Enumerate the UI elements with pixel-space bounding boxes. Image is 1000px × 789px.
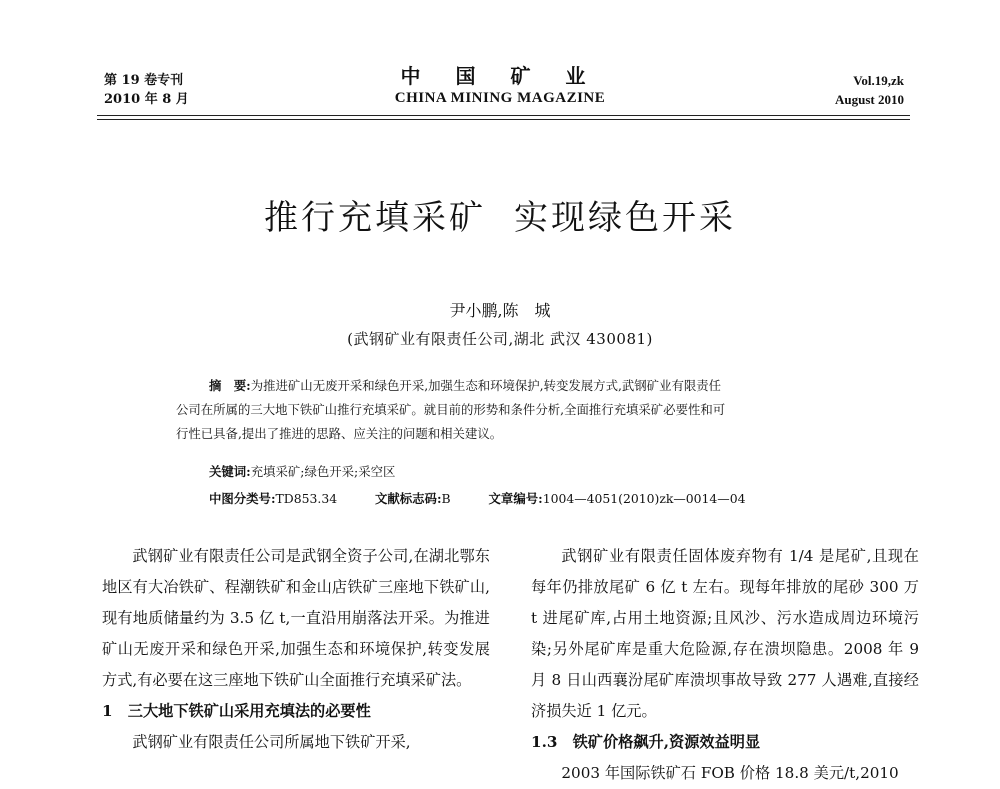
header-rule-thick (97, 115, 910, 116)
doc-code-label: 文献标志码: (375, 491, 442, 506)
body-paragraph: 武钢矿业有限责任公司是武钢全资子公司,在湖北鄂东地区有大冶铁矿、程潮铁矿和金山店铁矿三座地下铁矿山,现有地质储量约为 3.5 亿 t,一直沿用崩落法开采。为推进矿山无废开采和绿色开采,加强生态和环境保护,转变发展方式,有必要在这三座地下铁矿山全面推行充填采矿法。 (102, 547, 490, 689)
article-title (0, 196, 1000, 240)
abstract-line-3: 行性已具备,提出了推进的思路、应关注的问题和相关建议。 (176, 426, 503, 441)
header-volume-en: Vol.19,zk (853, 73, 904, 88)
abstract-line-2: 公司在所属的三大地下铁矿山推行充填采矿。就目前的形势和条件分析,全面推行充填采矿必要性和可 (176, 402, 726, 417)
abstract-label: 摘 要: (209, 378, 251, 393)
doc-code-value: B (441, 491, 451, 506)
body-column-left (102, 541, 490, 758)
article-title-part1: 推行充填采矿 (264, 198, 486, 238)
header-date-en: August 2010 (835, 92, 904, 107)
author-affiliation: (武钢矿业有限责任公司,湖北 武汉 430081) (347, 330, 653, 348)
body-paragraph: 武钢矿业有限责任固体废弃物有 1/4 是尾矿,且现在每年仍排放尾矿 6 亿 t 左右。现每年排放的尾砂 300 万 t 进尾矿库,占用土地资源;且风沙、污水造成周边环境污染;另外尾矿库是重大危险源,存在溃坝隐患。2008 年 9 月 8 日山西襄汾尾矿库溃坝事故导致 277 人遇难,直接经济损失近 1 亿元。 (531, 547, 919, 720)
header-date: 2010 年 8 月 (104, 92, 189, 107)
article-number-value: 1004—4051(2010)zk—0014—04 (542, 491, 746, 506)
abstract (176, 374, 836, 446)
abstract-line-1: 摘 要:为推进矿山无废开采和绿色开采,加强生态和环境保护,转变发展方式,武钢矿业有限责任 (209, 378, 722, 393)
keywords-label: 关键词: (209, 464, 251, 479)
author-list: 尹小鹏,陈 城 (449, 301, 551, 320)
article-number-label: 文章编号: (488, 491, 543, 506)
keywords-value: 充填采矿;绿色开采;采空区 (250, 464, 396, 479)
body-paragraph-partial: 2003 年国际铁矿石 FOB 价格 18.8 美元/t,2010 (561, 764, 899, 782)
keywords (209, 462, 395, 482)
journal-title-en: CHINA MINING MAGAZINE (394, 90, 606, 106)
journal-title-cn: 中 国 矿 业 (400, 64, 600, 88)
body-paragraph-partial: 武钢矿业有限责任公司所属地下铁矿开采, (132, 733, 411, 751)
article-title-part2: 实现绿色开采 (514, 198, 736, 238)
header-volume-info-en (835, 71, 904, 109)
clc-value: TD853.34 (275, 491, 338, 506)
header-rule-thin (97, 119, 910, 120)
clc-label: 中图分类号: (209, 491, 276, 506)
classification-line (209, 489, 745, 509)
subsection-heading: 1.3 铁矿价格飙升,资源效益明显 (531, 733, 761, 751)
header-volume: 第 19 卷专刊 (104, 73, 184, 88)
section-heading: 1 三大地下铁矿山采用充填法的必要性 (102, 702, 371, 720)
body-column-right (531, 541, 919, 789)
